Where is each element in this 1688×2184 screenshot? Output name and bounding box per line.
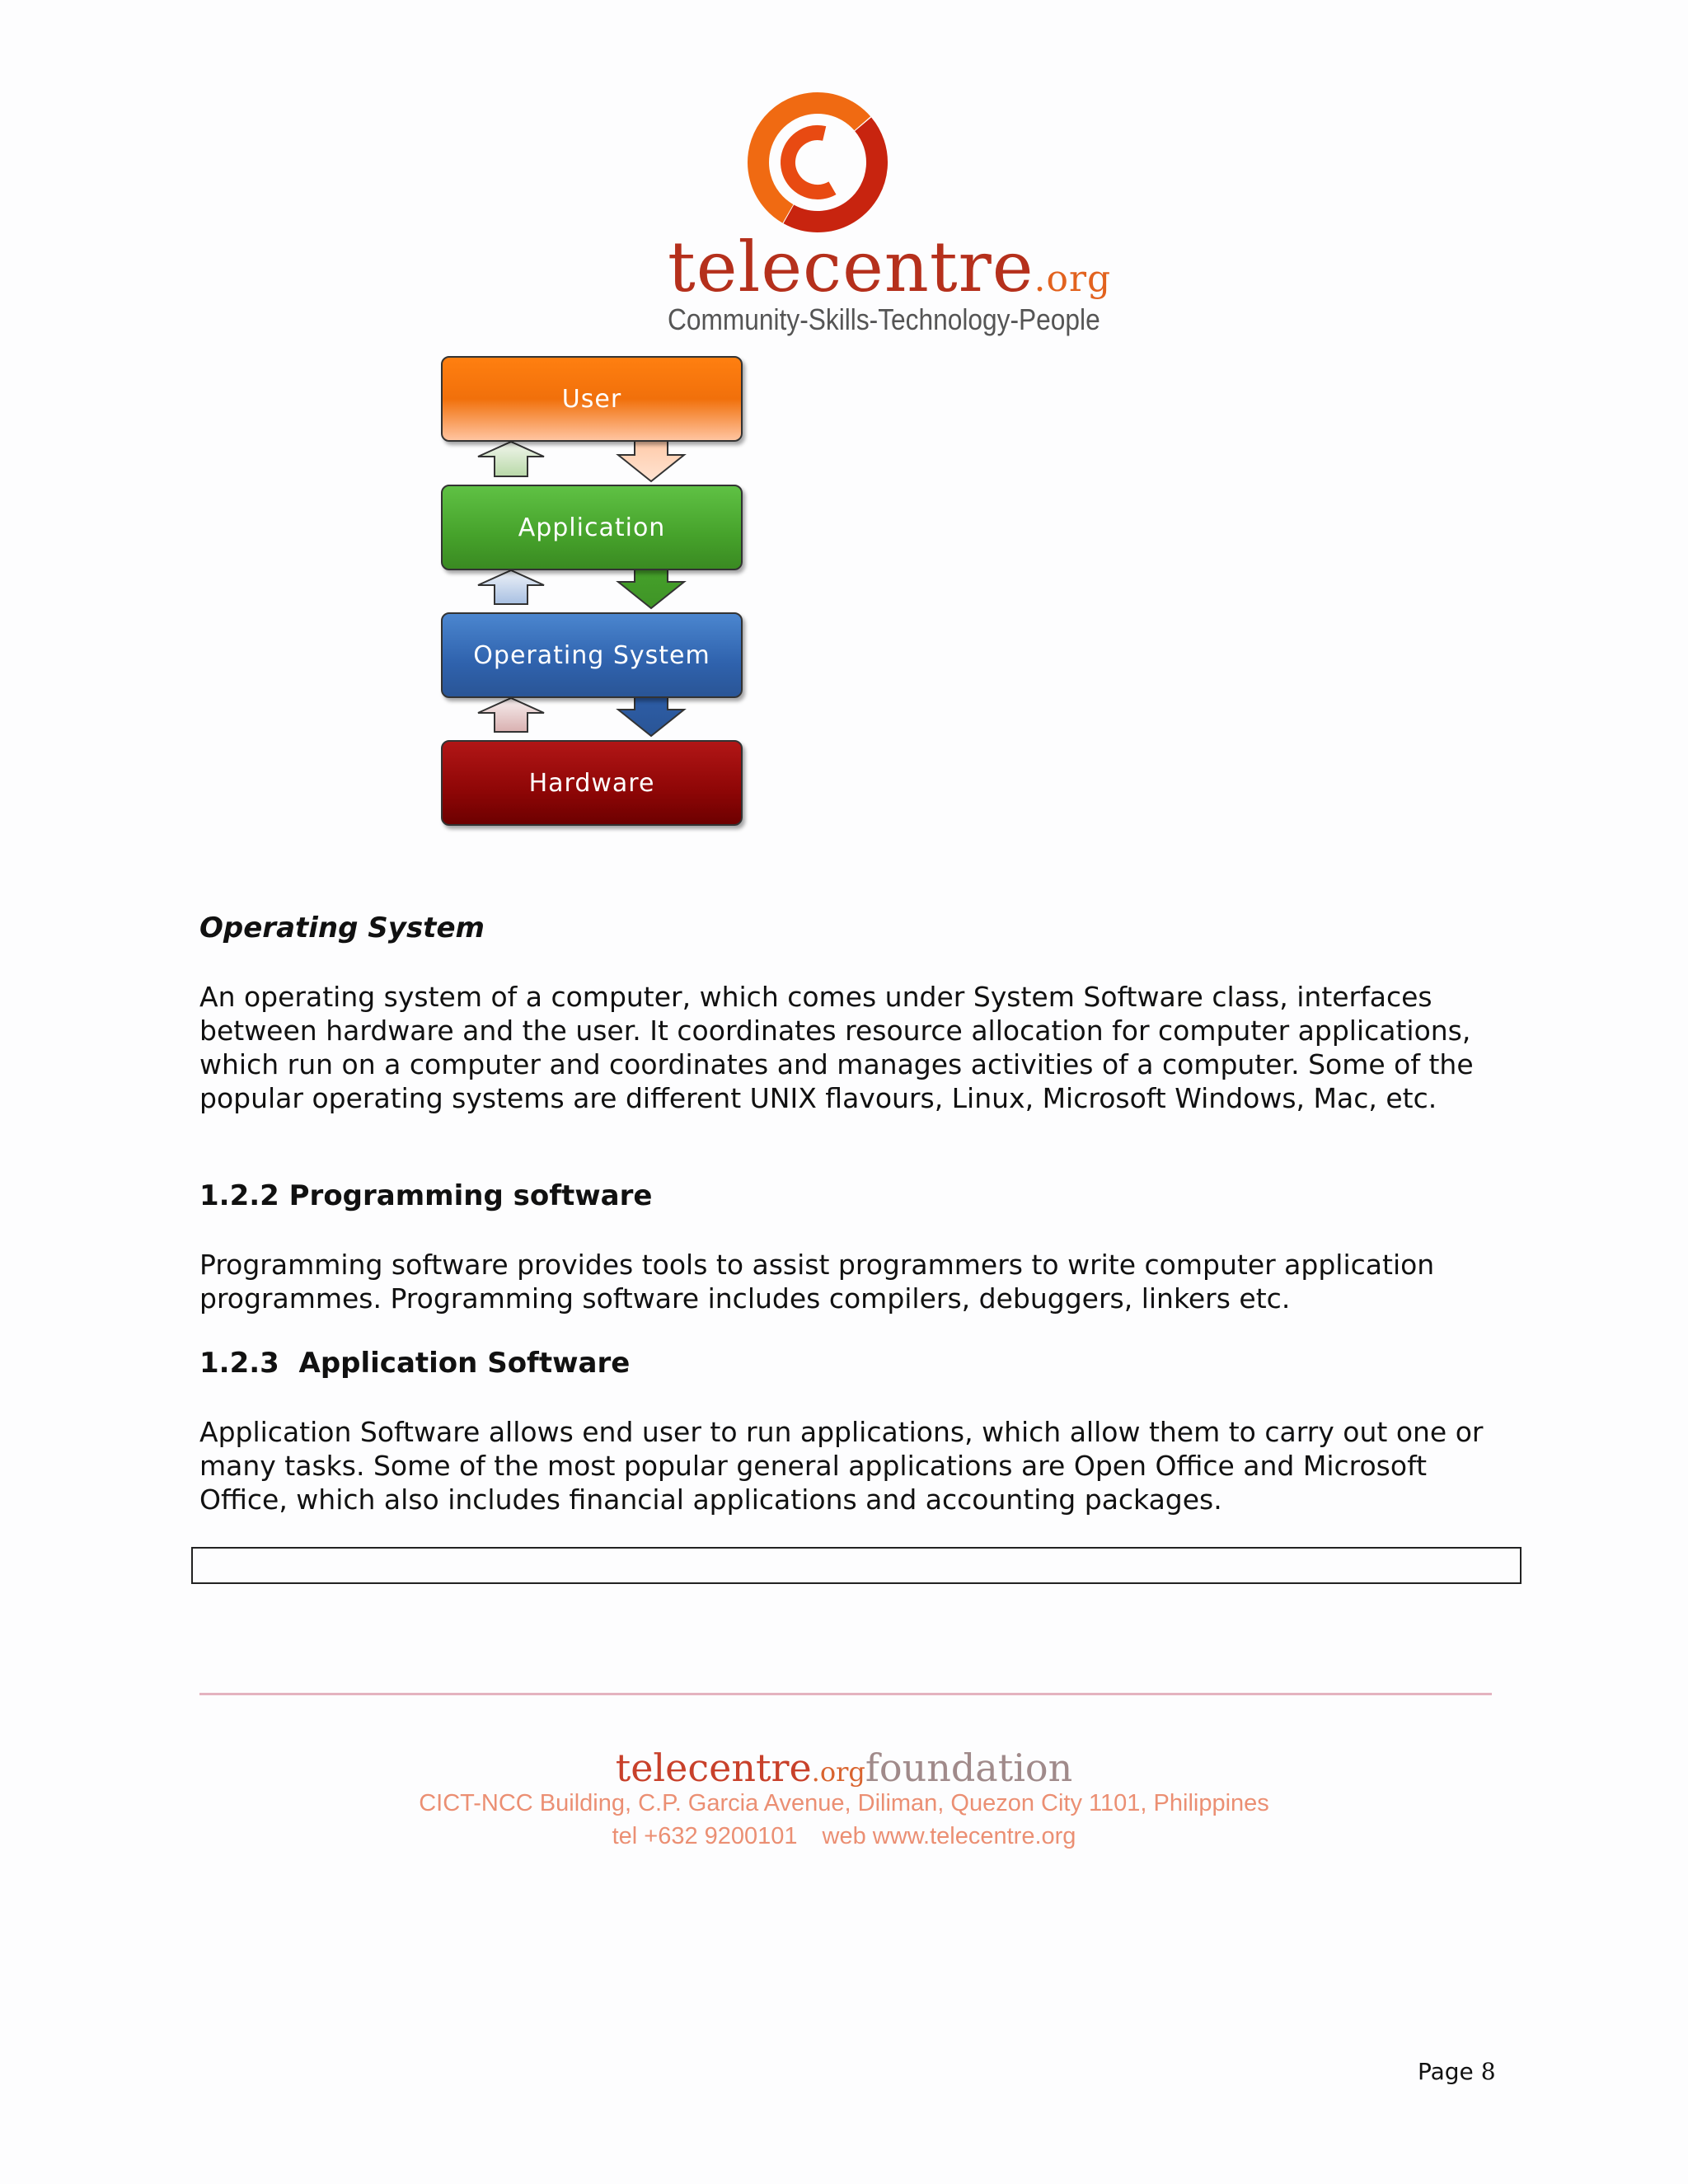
application-software-heading xyxy=(199,1347,1502,1380)
footer-contact xyxy=(0,1823,1688,1850)
os-heading: Operating System xyxy=(199,912,485,944)
programming-software-heading: 1.2.2 Programming software xyxy=(199,1179,653,1212)
footer-address: CICT-NCC Building, C.P. Garcia Avenue, Diliman, Quezon City 1101, Philippines xyxy=(419,1790,1269,1816)
logo-tagline: Community-Skills-Technology-People xyxy=(668,302,1100,336)
layer-application: Application xyxy=(441,485,743,570)
layer-operating-system: Operating System xyxy=(441,612,743,698)
empty-text-box xyxy=(191,1547,1522,1584)
page-number: Page 8 xyxy=(1418,2058,1496,2085)
software-layers-diagram xyxy=(437,353,750,831)
footer-web: web www.telecentre.org xyxy=(822,1823,1076,1849)
down-arrow-3 xyxy=(618,691,684,736)
programming-software-paragraph: Programming software provides tools to assist programmers to write computer application programmes. Programming software includes compilers, debuggers, linkers etc. xyxy=(199,1249,1435,1315)
up-arrow-3 xyxy=(478,698,544,732)
footer-tel: tel +632 9200101 xyxy=(612,1823,798,1849)
layer-hardware: Hardware xyxy=(441,740,743,826)
down-arrow-2 xyxy=(618,564,684,608)
logo-wordmark: telecentre.org xyxy=(668,227,1112,307)
application-software-paragraph: Application Software allows end user to run applications, which allow them to carry out one or many tasks. Some of the most popular general applications are Open Office and Microsoft Office, which also includes financial applications and accounting packages. xyxy=(199,1416,1484,1516)
up-arrow-2 xyxy=(478,570,544,604)
telecentre-logo xyxy=(659,87,1112,342)
heading-text: Application Software xyxy=(298,1347,631,1380)
os-paragraph: An operating system of a computer, which comes under System Software class, interfaces between hardware and the user. It coordinates resource allocation for computer applications, which run on a computer and coordinates and manages activities of a computer. Some of the popular operating systems are different UNIX flavours, Linux, Microsoft Windows, Mac, etc. xyxy=(199,981,1474,1114)
footer-divider xyxy=(199,1693,1492,1695)
heading-number: 1.2.3 xyxy=(199,1347,279,1380)
footer-brand: telecentre.orgfoundation xyxy=(615,1746,1073,1790)
layer-user: User xyxy=(441,356,743,442)
up-arrow-1 xyxy=(478,442,544,476)
swirl-logo-icon xyxy=(719,87,917,235)
down-arrow-1 xyxy=(618,435,684,481)
